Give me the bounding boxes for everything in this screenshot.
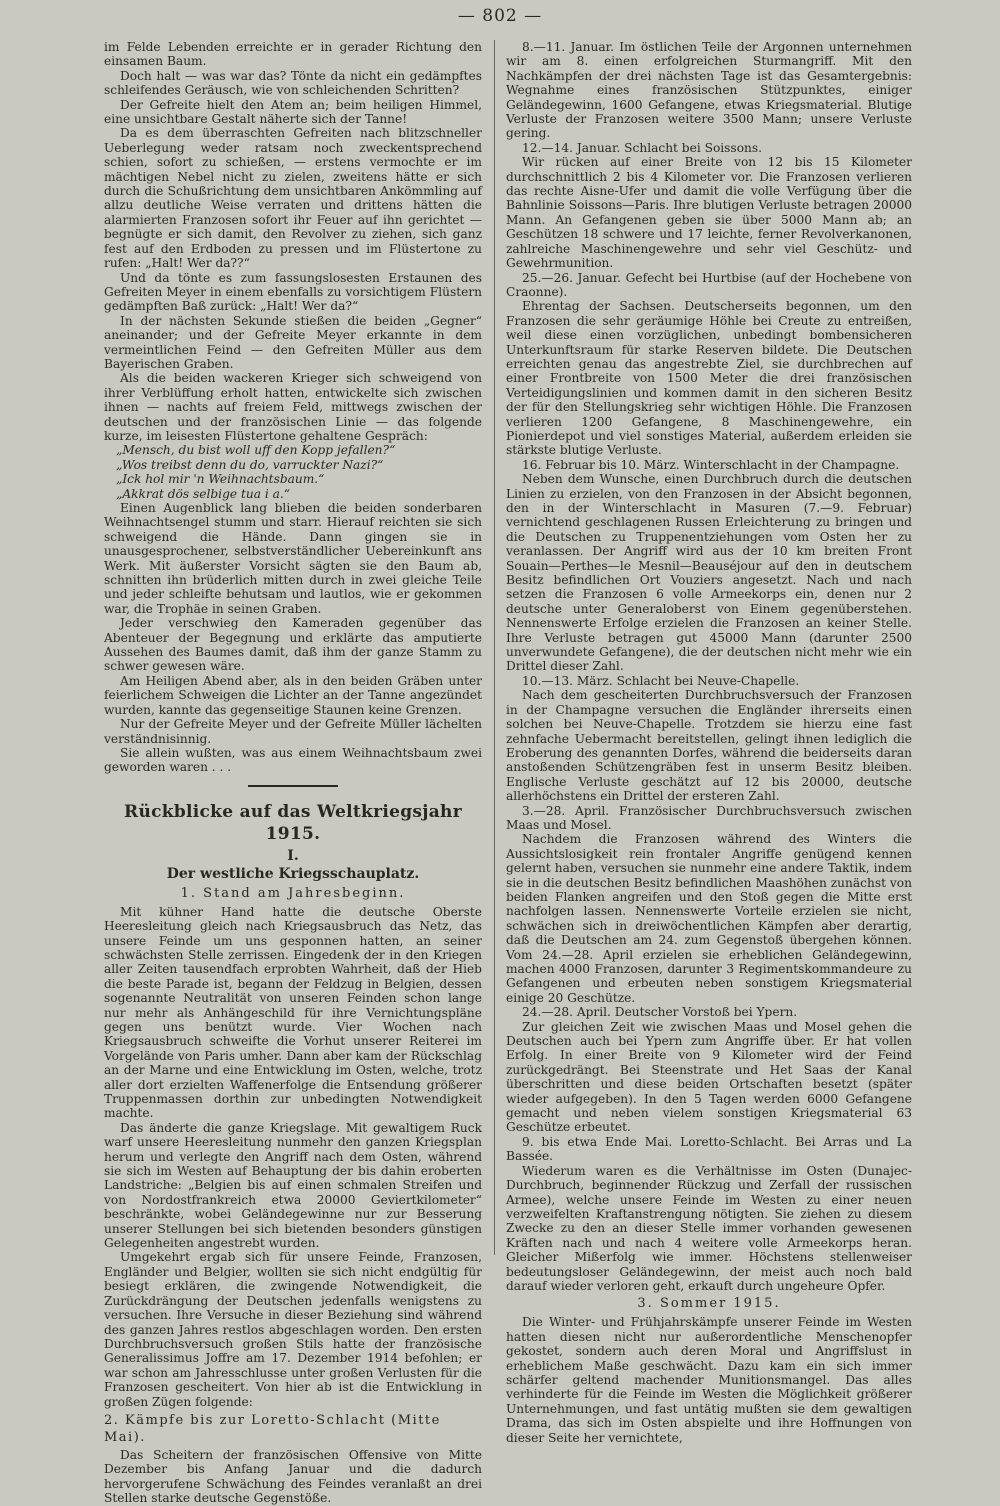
dialogue-line: „Ick hol mir 'n Weihnachtsbaum.“ [116,472,325,487]
paragraph: Sie allein wußten, was aus einem Weihnachtsbaum zwei geworden waren . . . [104,745,482,775]
paragraph: Wiederum waren es die Verhältnisse im Osten (Dunajec-Durchbruch, beginnender Rückzug und Zerfall der russischen Armee), welche unsere Feinde im Westen zu einer neuen verzweifelten Kraftanstrengung nötigten. Sie ziehen zu diesem Zwecke zu den an dieser Stelle immer vorhanden gewesenen Kräften nach und nach 4 weitere volle Armeekorps heran. Gleicher Mißerfolg wie immer. Höchstens stellenweiser bedeutungsloser Geländegewinn, der meist auch noch bald darauf wieder verloren geht, erkauft durch ungeheure Opfer. [506,1163,912,1293]
section-numeral: I. [287,847,299,864]
paragraph: 8.—11. Januar. Im östlichen Teile der Argonnen unternehmen wir am 8. einen erfolgreichen Sturmangriff. Mit den Nachkämpfen der drei nächsten Tage ist das Gesamtergebnis: Wegnahme eines französischen Stützpunktes, einiger Geländegewinn, 1600 Gefangene, etwas Kriegsmaterial. Blutige Verluste der Franzosen weitere 3500 Mann; unsere Verluste gering. [506,40,912,141]
paragraph: Ehrentag der Sachsen. Deutscherseits begonnen, um den Franzosen die sehr geräumige Höhle bei Creute zu entreißen, weil diese einen vorzüglichen, unbedingt bombensicheren Unterkunftsraum für starke Reserven bildete. Die Deutschen erreichten genau das angestrebte Ziel, sie durchbrechen auf einer Frontbreite von 1500 Meter die drei französischen Verteidigungslinien und kommen damit in den sicheren Besitz der für den Stellungskrieg sehr wichtigen Höhle. Die Franzosen verlieren 1200 Gefangene, 8 Maschinengewehre, ein Pionierdepot und viel sonstiges Material, außerdem erleiden sie stärkste blutige Verluste. [506,299,912,458]
dialogue-line: „Akkrat dös selbige tua i a.“ [116,486,290,501]
paragraph: 12.—14. Januar. Schlacht bei Soissons. [522,140,763,155]
subheading: 1. Stand am Jahresbeginn. [180,885,406,901]
paragraph: 9. bis etwa Ende Mai. Loretto-Schlacht. Bei Arras und La Bassée. [506,1134,912,1164]
paragraph: Da es dem überraschten Gefreiten nach blitzschneller Ueberlegung weder ratsam noch zweckentsprechend schien, sofort zu schießen, — erstens vermochte er im mächtigen Nebel nicht zu zielen, zweitens hätte er sich durch die Schußrichtung dem unsichtbaren Ankömmling auf allzu deutliche Weise verraten und drittens hätten die alarmierten Franzosen sofort ihr Feuer auf ihn gerichtet — begnügte er sich damit, den Revolver zu ziehen, sich ganz fest auf den Erdboden zu pressen und im Flüstertone zu rufen: „Halt! Wer da??“ [104,126,482,271]
paragraph: Nachdem die Franzosen während des Winters die Aussichtslosigkeit rein frontaler Angriffe genügend kennen gelernt haben, versuchen sie nunmehr eine andere Taktik, indem sie in die deutschen Besitz befindlichen Maashöhen zunächst von beiden Flanken angreifen und den Stoß gegen die Mitte erst nachfolgen lassen. Nennenswerte Vorteile erzielen sie nicht, schwächen sich in dreiwöchentlichen Kämpfen aber derartig, daß die Deutschen am 24. zum Gegenstoß übergehen können. Vom 24.—28. April erzielen sie erheblichen Geländegewinn, machen 4000 Franzosen, darunter 3 Regimentskommandeure zu Gefangenen und erbeuten neben sonstigem Kriegsmaterial einige 20 Geschütze. [506,832,912,1005]
paragraph: Mit kühner Hand hatte die deutsche Oberste Heeresleitung gleich nach Kriegsausbruch das Netz, das unsere Feinde um uns gesponnen hatten, an seiner schwächsten Stelle zerrissen. Eingedenk der in den Kriegen aller Zeiten tausendfach erprobten Wahrheit, daß der Hieb die beste Parade ist, begann der Feldzug in Belgien, dessen sogenannte Neutralität von unseren Feinden schon lange nur mehr als Anhängeschild für ihre Vernichtungspläne gegen uns benützt wurde. Vier Wochen nach Kriegsausbruch schweifte die Vorhut unserer Reiterei im Vorgelände von Paris umher. Dann aber kam der Rückschlag an der Marne und eine Entwicklung im Osten, welche, trotz aller dort erzielten Waffenerfolge die Entsendung größerer Truppenmassen dorthin zur unbedingten Notwendigkeit machte. [104,904,482,1121]
paragraph: Die Winter- und Frühjahrskämpfe unserer Feinde im Westen hatten diesen nicht nur außerordentliche Menschenopfer gekostet, sondern auch deren Moral und Angriffslust in erheblichem Maße geschwächt. Dazu kam ein sich immer schärfer geltend machender Munitionsmangel. Das alles verhinderte für die Feinde im Westen die Möglichkeit größerer Unternehmungen, und fast untätig mußten sie dem gewaltigen Drama, das sich im Osten abspielte und ihre Hoffnungen von dieser Seite her vernichtete, [506,1315,912,1445]
paragraph: Das Scheitern der französischen Offensive von Mitte Dezember bis Anfang Januar und die dadurch hervorgerufene Schwächung des Feindes veranlaßt an drei Stellen starke deutsche Gegenstöße. [104,1447,482,1506]
paragraph: Der Gefreite hielt den Atem an; beim heiligen Himmel, eine unsichtbare Gestalt näherte sich der Tanne! [104,97,482,127]
paragraph: Am Heiligen Abend aber, als in den beiden Gräben unter feierlichem Schweigen die Lichter an der Tanne angezündet wurden, kannte das gegenseitige Staunen keine Grenzen. [104,673,482,717]
dialogue-line: „Wos treibst denn du do, varruckter Nazi?“ [116,457,384,472]
paragraph: 3.—28. April. Französischer Durchbruchsversuch zwischen Maas und Mosel. [506,803,912,832]
paragraph: Neben dem Wunsche, einen Durchbruch durch die deutschen Linien zu erzielen, von den Franzosen in der Absicht begonnen, den in der Winterschlacht in Masuren (7.—9. Februar) vernichtend geschlagenen Russen Erleichterung zu bringen und die Deutschen zu Truppenentziehungen vom Osten her zu veranlassen. Der Angriff wird aus der 10 km breiten Front Souain—Perthes—le Mesnil—Beauséjour auf den in deutschem Besitz befindlichen Ort Vouziers angesetzt. Nach und nach setzen die Franzosen 6 volle Armeekorps ein, denen nur 2 deutsche unter Generaloberst von Einem gegenüberstehen. Nennenswerte Erfolge erzielen die Franzosen an keiner Stelle. Ihre Verluste betragen gut 45000 Mann (darunter 2500 unverwundete Gefangene), die der deutschen nicht mehr wie ein Drittel dieser Zahl. [506,472,912,674]
section-subtitle: Der westliche Kriegsschauplatz. [166,865,420,882]
left-column [104,40,482,1506]
section-title: Rückblicke auf das Weltkriegsjahr 1915. [124,801,462,844]
dialogue-line: „Mensch, du bist woll uff den Kopp jefallen?“ [116,443,396,458]
paragraph: Als die beiden wackeren Krieger sich schweigend von ihrer Verblüffung erholt hatten, entwickelte sich zwischen ihnen — nachts auf freiem Feld, mittwegs zwischen der deutschen und der französischen Linie — das folgende kurze, im leisesten Flüstertone gehaltene Gespräch: [104,371,482,443]
page-number: — 802 — [457,6,543,26]
paragraph: 25.—26. Januar. Gefecht bei Hurtbise (auf der Hochebene von Craonne). [506,270,912,299]
paragraph: Doch halt — was war das? Tönte da nicht ein gedämpftes schleifendes Geräusch, wie von schleichenden Schritten? [104,68,482,98]
paragraph: Zur gleichen Zeit wie zwischen Maas und Mosel gehen die Deutschen auch bei Ypern zum Angriffe über. Er hat vollen Erfolg. In einer Breite von 9 Kilometer wird der Feind zurückgedrängt. Bei Steenstrate und Het Saas der Kanal überschritten und diese beiden Ortschaften besetzt (später wieder aufgegeben). In den 5 Tagen werden 6000 Gefangene gemacht und neben vielem sonstigen Kriegsmaterial 63 Geschütze erbeutet. [506,1019,912,1135]
paragraph: Wir rücken auf einer Breite von 12 bis 15 Kilometer durchschnittlich 2 bis 4 Kilometer vor. Die Franzosen verlieren das rechte Aisne-Ufer und damit die volle Verfügung über die Bahnlinie Soissons—Paris. Ihre blutigen Verluste betragen 20000 Mann. An Gefangenen geben sie über 5000 Mann ab; an Geschützen 18 schwere und 17 leichte, ferner Revolverkanonen, zahlreiche Maschinengewehre und sehr viel Geschütz- und Gewehrmunition. [506,155,912,271]
column-divider [494,40,495,1255]
story-text [104,40,482,775]
paragraph: Und da tönte es zum fassungslosesten Erstaunen des Gefreiten Meyer in einem ebenfalls zu vorsichtigem Flüstern gedämpften Baß zurück: „Halt! Wer da?“ [104,270,482,314]
subheading: 2. Kämpfe bis zur Loretto-Schlacht (Mitte Mai). [104,1412,441,1445]
subheading: 3. Sommer 1915. [637,1296,781,1312]
right-column [506,40,912,1445]
paragraph: 10.—13. März. Schlacht bei Neuve-Chapelle. [522,673,800,688]
paragraph: Nach dem gescheiterten Durchbruchsversuch der Franzosen in der Champagne versuchen die Engländer ihrerseits einen solchen bei Neuve-Chapelle. Trotzdem sie hierzu eine fast zehnfache Uebermacht bereitstellen, gelingt ihnen lediglich die Eroberung des genannten Dorfes, während die beiderseits daran anstoßenden Schützengräben fest in unserm Besitz bleiben. Englische Verluste geschätzt auf 12 bis 20000, deutsche allerhöchstens ein Drittel der ersteren Zahl. [506,688,912,804]
paragraph: Umgekehrt ergab sich für unsere Feinde, Franzosen, Engländer und Belgier, wollten sie sich nicht endgültig für besiegt erklären, die zwingende Notwendigkeit, die Zurückdrängung der Deutschen jedenfalls wenigstens zu versuchen. Ihre Versuche in dieser Beziehung sind während des ganzen Jahres restlos abgeschlagen worden. Den ersten Durchbruchsversuch großen Stils hatte der französische Generalissimus Joffre am 17. Dezember 1914 befohlen; er war schon am Jahresschlusse unter großen Verlusten für die Franzosen gescheitert. Von hier ab ist die Entwicklung in großen Zügen folgende: [104,1250,482,1409]
paragraph: In der nächsten Sekunde stießen die beiden „Gegner“ aneinander; und der Gefreite Meyer erkannte in dem vermeintlichen Feind — den Gefreiten Müller aus dem Bayerischen Graben. [104,313,482,371]
paragraph: Jeder verschwieg den Kameraden gegenüber das Abenteuer der Begegnung und erklärte das amputierte Aussehen des Baumes damit, daß ihm der ganze Stamm zu schwer gewesen wäre. [104,616,482,674]
paragraph: im Felde Lebenden erreichte er in gerader Richtung den einsamen Baum. [104,40,482,69]
paragraph: Einen Augenblick lang blieben die beiden sonderbaren Weihnachtsengel stumm und starr. Hierauf reichten sie sich schweigend die Hände. Dann gingen sie in unausgesprochener, selbstverständlicher Uebereinkunft ans Werk. Mit äußerster Vorsicht sägten sie den Baum ab, schnitten ihn brüderlich mitten durch in zwei gleiche Teile und jeder schleifte behutsam und lautlos, wie er gekommen war, die Trophäe in seinen Graben. [104,501,482,616]
paragraph: 16. Februar bis 10. März. Winterschlacht in der Champagne. [522,457,900,472]
paragraph: Das änderte die ganze Kriegslage. Mit gewaltigem Ruck warf unsere Heeresleitung nunmehr den ganzen Kriegsplan herum und verlegte den Angriff nach dem Osten, während sie sich im Westen auf Behauptung der bis dahin eroberten Landstriche: „Belgien bis auf einen schmalen Streifen und von Nordostfrankreich etwa 20000 Geviertkilometer“ beschränkte, wobei Geländegewinne nur zur Besserung unserer Stellungen bei sich bietenden besonders günstigen Gelegenheiten angestrebt wurden. [104,1120,482,1251]
paragraph: 24.—28. April. Deutscher Vorstoß bei Ypern. [522,1005,798,1020]
paragraph: Nur der Gefreite Meyer und der Gefreite Müller lächelten verständnisinnig. [104,717,482,746]
separator-rule [248,785,338,787]
